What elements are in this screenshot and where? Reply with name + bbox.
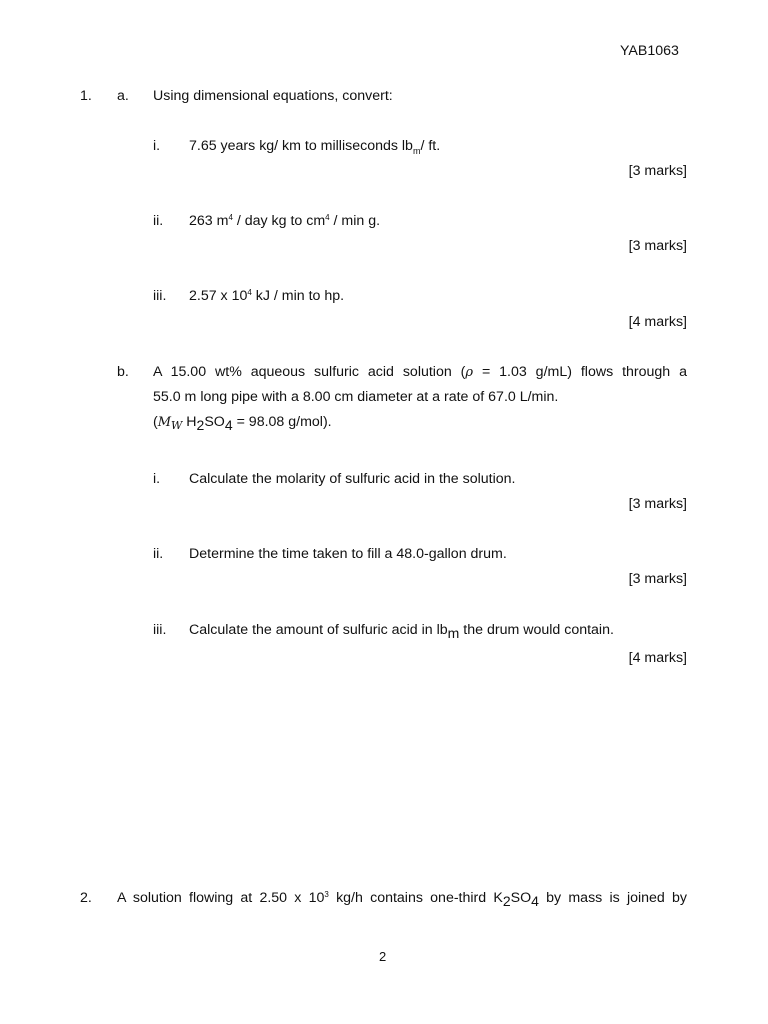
- part-1a-iii-text: 2.57 x $10^4$ kJ / min to hp.: [189, 288, 345, 304]
- part-1b-i-text: Calculate the molarity of sulfuric acid in the solution.: [189, 471, 516, 487]
- part-1a-iii-number: iii.: [153, 288, 167, 304]
- part-1a-ii-number: ii.: [153, 213, 164, 229]
- part-1b-iii-marks: [4 marks]: [628, 650, 687, 666]
- part-1a-ii-text: 263 $m^4$ / day kg to $cm^4$ / min g.: [189, 213, 381, 229]
- part-1b-ii-marks: [3 marks]: [628, 571, 687, 587]
- part-1b-iii-text: Calculate the amount of sulfuric acid in $lb_m$ the drum would contain.: [189, 622, 614, 641]
- part-1a-i-marks: [3 marks]: [628, 163, 687, 179]
- question-2-number: 2.: [80, 890, 92, 906]
- rho-symbol: ρ: [465, 365, 474, 380]
- page-number: 2: [379, 949, 387, 964]
- document-code: YAB1063: [620, 43, 679, 59]
- question-1b-line-1: A 15.00 wt% aqueous sulfuric acid solution (ρ = 1.03 g/mL) flows through a: [153, 364, 687, 380]
- question-1a-text: Using dimensional equations, convert:: [153, 88, 393, 104]
- part-1b-iii-number: iii.: [153, 622, 167, 638]
- question-1b-line-3: ($M_W$ $H_2SO_4 = 98.08$ g/mol).: [153, 414, 332, 433]
- part-1b-i-number: i.: [153, 471, 161, 487]
- part-1a-i-text: 7.65 years kg/ km to milliseconds $lb_m/$ ft.: [189, 138, 441, 156]
- part-1a-iii-marks: [4 marks]: [628, 314, 687, 330]
- part-1a-ii-marks: [3 marks]: [628, 238, 687, 254]
- question-1b-line-2: 55.0 m long pipe with a 8.00 cm diameter at a rate of 67.0 L/min.: [153, 389, 559, 405]
- part-1b-ii-number: ii.: [153, 546, 164, 562]
- molar-mass-symbol: M: [157, 415, 172, 430]
- part-1a-i-number: i.: [153, 138, 161, 154]
- part-1b-i-marks: [3 marks]: [628, 496, 687, 512]
- question-1a-letter: a.: [117, 88, 129, 104]
- question-1-number: 1.: [80, 88, 92, 104]
- question-2-text: A solution flowing at 2.50 x $10^3$ kg/h contains one-third $K_2SO_4$ by mass is joined by: [117, 890, 688, 909]
- question-1b-letter: b.: [117, 364, 129, 380]
- part-1b-ii-text: Determine the time taken to fill a 48.0-gallon drum.: [189, 546, 507, 562]
